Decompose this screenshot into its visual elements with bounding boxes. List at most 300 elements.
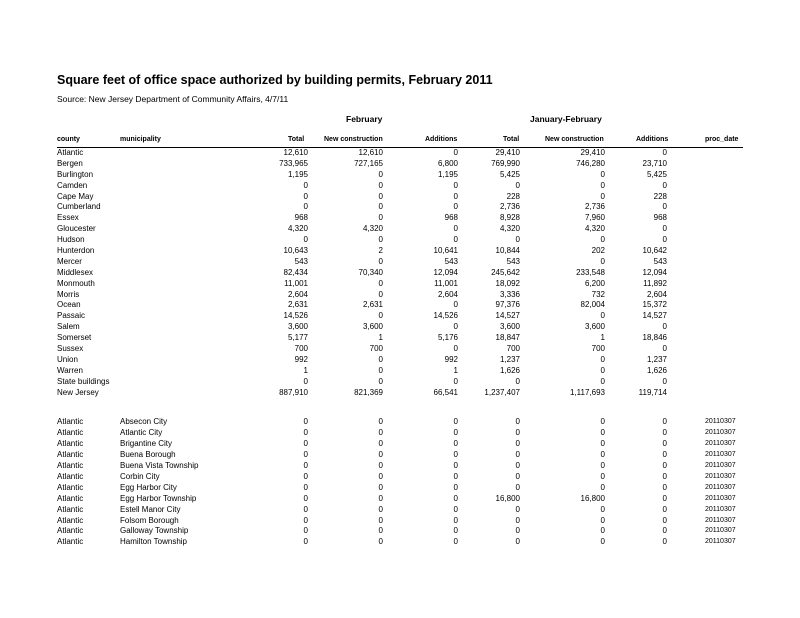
cell-county: Cumberland	[57, 202, 101, 212]
cell-new-construction-ytd: 3,600	[584, 322, 605, 332]
cell-total-ytd: 0	[515, 180, 520, 190]
cell-additions-ytd: 2,604	[646, 289, 667, 299]
header-additions-ytd: Additions	[636, 136, 669, 143]
cell-county: Atlantic	[57, 461, 84, 471]
cell-total: 14,526	[283, 311, 308, 321]
cell-total: 0	[303, 376, 308, 386]
cell-county: State buildings	[57, 376, 110, 386]
cell-total: 0	[303, 202, 308, 212]
cell-proc-date: 20110307	[705, 483, 736, 491]
cell-county: New Jersey	[57, 387, 99, 397]
cell-new-construction-ytd: 700	[591, 344, 605, 354]
cell-new-construction-ytd: 0	[600, 235, 605, 245]
cell-total-ytd: 0	[515, 515, 520, 525]
cell-new-construction-ytd: 0	[600, 180, 605, 190]
cell-additions: 1	[453, 365, 458, 375]
cell-proc-date: 20110307	[705, 516, 736, 524]
cell-additions: 66,541	[433, 387, 458, 397]
cell-county: Atlantic	[57, 537, 84, 547]
cell-total: 0	[303, 180, 308, 190]
cell-total-ytd: 0	[515, 482, 520, 492]
cell-county: Cape May	[57, 191, 94, 201]
cell-county: Atlantic	[57, 450, 84, 460]
cell-new-construction-ytd: 0	[600, 537, 605, 547]
county-summary-row	[0, 332, 800, 343]
cell-additions-ytd: 10,642	[642, 246, 667, 256]
cell-new-construction-ytd: 16,800	[580, 493, 605, 503]
cell-total: 0	[303, 235, 308, 245]
cell-additions: 0	[453, 482, 458, 492]
cell-county: Atlantic	[57, 471, 84, 481]
cell-county: Atlantic	[57, 526, 84, 536]
cell-new-construction: 0	[378, 213, 383, 223]
cell-new-construction: 700	[369, 344, 383, 354]
cell-additions-ytd: 23,710	[642, 158, 667, 168]
cell-additions-ytd: 0	[662, 515, 667, 525]
cell-municipality: Egg Harbor Township	[120, 493, 197, 503]
cell-proc-date: 20110307	[705, 418, 736, 426]
cell-additions: 0	[453, 428, 458, 438]
source-note: Source: New Jersey Department of Community Affairs, 4/7/11	[57, 94, 289, 104]
cell-additions-ytd: 0	[662, 526, 667, 536]
cell-total-ytd: 8,928	[499, 213, 520, 223]
cell-new-construction: 0	[378, 461, 383, 471]
cell-total-ytd: 0	[515, 235, 520, 245]
cell-new-construction: 0	[378, 256, 383, 266]
cell-county: Salem	[57, 322, 80, 332]
cell-county: Burlington	[57, 169, 94, 179]
municipality-row	[0, 449, 800, 460]
cell-additions: 0	[453, 202, 458, 212]
county-summary-row	[0, 343, 800, 354]
header-new-construction-ytd: New construction	[545, 136, 604, 143]
cell-total-ytd: 16,800	[495, 493, 520, 503]
cell-total-ytd: 1,626	[499, 365, 520, 375]
county-summary-row	[0, 191, 800, 202]
cell-total: 0	[303, 450, 308, 460]
municipality-row	[0, 493, 800, 504]
cell-municipality: Buena Borough	[120, 450, 176, 460]
cell-total-ytd: 18,092	[495, 278, 520, 288]
cell-additions: 0	[453, 300, 458, 310]
cell-proc-date: 20110307	[705, 494, 736, 502]
county-summary-row	[0, 354, 800, 365]
cell-additions: 0	[453, 224, 458, 234]
cell-total-ytd: 0	[515, 537, 520, 547]
cell-new-construction: 0	[378, 376, 383, 386]
cell-new-construction-ytd: 0	[600, 450, 605, 460]
cell-new-construction-ytd: 732	[591, 289, 605, 299]
cell-proc-date: 20110307	[705, 527, 736, 535]
cell-new-construction: 0	[378, 169, 383, 179]
county-summary-row	[0, 310, 800, 321]
header-proc-date: proc_date	[705, 136, 739, 143]
cell-total: 700	[294, 344, 308, 354]
cell-total: 0	[303, 439, 308, 449]
county-summary-row	[0, 376, 800, 387]
county-summary-row	[0, 278, 800, 289]
cell-new-construction-ytd: 0	[600, 526, 605, 536]
municipality-row	[0, 438, 800, 449]
cell-total: 543	[294, 256, 308, 266]
cell-additions-ytd: 0	[662, 537, 667, 547]
cell-additions-ytd: 11,892	[643, 278, 667, 288]
cell-new-construction-ytd: 0	[600, 439, 605, 449]
cell-proc-date: 20110307	[705, 472, 736, 480]
cell-total-ytd: 97,376	[495, 300, 520, 310]
cell-new-construction: 2	[378, 246, 383, 256]
cell-new-construction-ytd: 0	[600, 428, 605, 438]
cell-new-construction: 0	[378, 439, 383, 449]
cell-additions: 0	[453, 526, 458, 536]
cell-additions-ytd: 0	[662, 493, 667, 503]
cell-additions: 0	[453, 235, 458, 245]
cell-new-construction: 2,631	[362, 300, 383, 310]
cell-total: 3,600	[287, 322, 308, 332]
cell-municipality: Brigantine City	[120, 439, 173, 449]
cell-new-construction: 0	[378, 515, 383, 525]
cell-additions: 968	[444, 213, 458, 223]
cell-county: Morris	[57, 289, 80, 299]
cell-new-construction-ytd: 1,117,693	[570, 387, 605, 397]
cell-new-construction: 0	[378, 311, 383, 321]
report-title: Square feet of office space authorized by building permits, February 2011	[57, 73, 493, 87]
cell-new-construction: 0	[378, 493, 383, 503]
cell-additions-ytd: 968	[653, 213, 667, 223]
cell-total-ytd: 14,527	[495, 311, 520, 321]
cell-county: Mercer	[57, 256, 82, 266]
cell-new-construction: 0	[378, 202, 383, 212]
cell-new-construction: 70,340	[358, 267, 383, 277]
cell-proc-date: 20110307	[705, 538, 736, 546]
cell-additions: 5,176	[437, 333, 458, 343]
group-header-february: February	[346, 114, 383, 124]
cell-total-ytd: 10,844	[495, 246, 520, 256]
county-summary-row	[0, 289, 800, 300]
municipality-row	[0, 427, 800, 438]
cell-total-ytd: 0	[515, 526, 520, 536]
county-summary-row	[0, 365, 800, 376]
cell-additions-ytd: 0	[662, 224, 667, 234]
cell-new-construction: 0	[378, 526, 383, 536]
cell-municipality: Absecon City	[120, 417, 168, 427]
cell-additions: 0	[453, 148, 458, 157]
cell-new-construction-ytd: 0	[600, 354, 605, 364]
cell-new-construction: 0	[378, 289, 383, 299]
cell-additions-ytd: 0	[662, 180, 667, 190]
cell-total-ytd: 0	[515, 504, 520, 514]
cell-additions-ytd: 18,846	[642, 333, 667, 343]
cell-additions-ytd: 15,372	[642, 300, 667, 310]
cell-new-construction-ytd: 746,280	[576, 158, 605, 168]
cell-total-ytd: 543	[506, 256, 520, 266]
cell-new-construction: 0	[378, 191, 383, 201]
cell-total: 11,001	[284, 278, 308, 288]
cell-county: Atlantic	[57, 148, 84, 157]
cell-county: Warren	[57, 365, 83, 375]
cell-county: Ocean	[57, 300, 81, 310]
county-summary-row	[0, 147, 800, 158]
cell-municipality: Corbin City	[120, 471, 160, 481]
cell-additions: 543	[444, 256, 458, 266]
county-summary-row	[0, 245, 800, 256]
cell-county: Passaic	[57, 311, 86, 321]
cell-total-ytd: 0	[515, 428, 520, 438]
municipality-row	[0, 416, 800, 427]
cell-county: Atlantic	[57, 515, 84, 525]
cell-new-construction-ytd: 0	[600, 311, 605, 321]
cell-new-construction: 0	[378, 471, 383, 481]
cell-additions: 6,800	[437, 158, 458, 168]
cell-additions: 2,604	[437, 289, 458, 299]
cell-total-ytd: 1,237,407	[484, 387, 520, 397]
cell-new-construction-ytd: 7,960	[584, 213, 605, 223]
cell-additions-ytd: 543	[653, 256, 667, 266]
cell-total: 733,965	[279, 158, 308, 168]
cell-additions-ytd: 1,237	[646, 354, 667, 364]
cell-county: Gloucester	[57, 224, 96, 234]
cell-total: 0	[303, 471, 308, 481]
section-gap	[0, 397, 800, 416]
cell-new-construction-ytd: 4,320	[584, 224, 605, 234]
cell-new-construction-ytd: 233,548	[576, 267, 605, 277]
cell-new-construction: 0	[378, 180, 383, 190]
cell-total-ytd: 5,425	[499, 169, 520, 179]
cell-additions-ytd: 5,425	[646, 169, 667, 179]
county-summary-row	[0, 256, 800, 267]
cell-additions-ytd: 119,714	[638, 387, 667, 397]
cell-total: 82,434	[283, 267, 308, 277]
cell-county: Hudson	[57, 235, 85, 245]
cell-additions-ytd: 0	[662, 504, 667, 514]
county-summary-row	[0, 321, 800, 332]
cell-new-construction: 0	[378, 504, 383, 514]
cell-additions-ytd: 0	[662, 322, 667, 332]
cell-total: 2,604	[287, 289, 308, 299]
cell-total: 992	[294, 354, 308, 364]
cell-county: Bergen	[57, 158, 83, 168]
cell-new-construction: 0	[378, 235, 383, 245]
cell-additions: 0	[453, 417, 458, 427]
municipality-row	[0, 515, 800, 526]
cell-municipality: Egg Harbor City	[120, 482, 177, 492]
cell-additions: 0	[453, 344, 458, 354]
cell-new-construction-ytd: 6,200	[584, 278, 605, 288]
cell-new-construction-ytd: 0	[600, 365, 605, 375]
municipality-row	[0, 504, 800, 515]
cell-new-construction-ytd: 0	[600, 482, 605, 492]
cell-new-construction: 1	[378, 333, 383, 343]
cell-new-construction: 0	[378, 450, 383, 460]
cell-total: 0	[303, 191, 308, 201]
header-municipality: municipality	[120, 136, 161, 143]
cell-additions: 0	[453, 322, 458, 332]
cell-additions-ytd: 0	[662, 148, 667, 157]
cell-additions: 0	[453, 471, 458, 481]
cell-new-construction: 0	[378, 365, 383, 375]
cell-proc-date: 20110307	[705, 451, 736, 459]
cell-additions-ytd: 0	[662, 417, 667, 427]
cell-county: Sussex	[57, 344, 84, 354]
cell-municipality: Buena Vista Township	[120, 461, 199, 471]
cell-total: 4,320	[287, 224, 308, 234]
cell-new-construction-ytd: 2,736	[584, 202, 605, 212]
cell-county: Somerset	[57, 333, 92, 343]
cell-additions-ytd: 0	[662, 428, 667, 438]
municipality-row	[0, 525, 800, 536]
cell-additions: 1,195	[437, 169, 458, 179]
header-new-construction: New construction	[324, 136, 383, 143]
cell-additions: 11,001	[434, 278, 458, 288]
cell-additions: 0	[453, 450, 458, 460]
cell-county: Atlantic	[57, 417, 84, 427]
cell-additions: 992	[444, 354, 458, 364]
cell-total-ytd: 2,736	[499, 202, 520, 212]
cell-county: Hunterdon	[57, 246, 95, 256]
cell-total-ytd: 0	[515, 461, 520, 471]
cell-additions: 0	[453, 461, 458, 471]
cell-additions: 0	[453, 180, 458, 190]
cell-total-ytd: 3,336	[499, 289, 520, 299]
cell-additions-ytd: 12,094	[642, 267, 667, 277]
cell-municipality: Estell Manor City	[120, 504, 181, 514]
cell-additions-ytd: 0	[662, 450, 667, 460]
cell-total-ytd: 0	[515, 471, 520, 481]
county-summary-row	[0, 180, 800, 191]
cell-proc-date: 20110307	[705, 505, 736, 513]
cell-county: Atlantic	[57, 428, 84, 438]
cell-total-ytd: 700	[506, 344, 520, 354]
cell-new-construction: 0	[378, 354, 383, 364]
cell-total: 1,195	[287, 169, 308, 179]
cell-total-ytd: 769,990	[491, 158, 520, 168]
cell-additions: 0	[453, 537, 458, 547]
cell-new-construction-ytd: 82,004	[580, 300, 605, 310]
cell-new-construction: 0	[378, 417, 383, 427]
county-summary-row	[0, 223, 800, 234]
cell-total-ytd: 3,600	[499, 322, 520, 332]
cell-new-construction: 0	[378, 428, 383, 438]
cell-county: Union	[57, 354, 78, 364]
cell-total: 0	[303, 526, 308, 536]
cell-county: Monmouth	[57, 278, 95, 288]
header-county: county	[57, 136, 80, 143]
county-summary-row	[0, 234, 800, 245]
cell-total: 0	[303, 493, 308, 503]
cell-new-construction-ytd: 0	[600, 515, 605, 525]
cell-additions: 0	[453, 191, 458, 201]
municipality-row	[0, 536, 800, 547]
cell-additions: 10,641	[433, 246, 458, 256]
municipality-row	[0, 471, 800, 482]
county-summary-row	[0, 387, 800, 398]
data-table	[0, 147, 800, 547]
cell-new-construction: 0	[378, 537, 383, 547]
cell-county: Camden	[57, 180, 88, 190]
county-summary-row	[0, 299, 800, 310]
cell-additions: 12,094	[433, 267, 458, 277]
cell-total: 5,177	[287, 333, 308, 343]
cell-total-ytd: 228	[506, 191, 520, 201]
county-summary-row	[0, 158, 800, 169]
cell-additions: 14,526	[433, 311, 458, 321]
cell-new-construction-ytd: 0	[600, 376, 605, 386]
cell-new-construction: 727,165	[354, 158, 383, 168]
cell-new-construction: 3,600	[362, 322, 383, 332]
cell-additions-ytd: 228	[653, 191, 667, 201]
cell-county: Atlantic	[57, 439, 84, 449]
cell-total: 0	[303, 504, 308, 514]
cell-proc-date: 20110307	[705, 440, 736, 448]
cell-additions-ytd: 0	[662, 461, 667, 471]
cell-total: 1	[303, 365, 308, 375]
cell-additions-ytd: 1,626	[646, 365, 667, 375]
cell-additions: 0	[453, 376, 458, 386]
cell-new-construction: 821,369	[354, 387, 383, 397]
cell-proc-date: 20110307	[705, 429, 736, 437]
cell-total-ytd: 245,642	[491, 267, 520, 277]
cell-municipality: Folsom Borough	[120, 515, 179, 525]
cell-total: 0	[303, 482, 308, 492]
cell-total-ytd: 4,320	[499, 224, 520, 234]
cell-total: 2,631	[287, 300, 308, 310]
cell-total-ytd: 1,237	[499, 354, 520, 364]
cell-total: 887,910	[279, 387, 308, 397]
cell-new-construction: 12,610	[358, 148, 383, 157]
cell-total-ytd: 0	[515, 376, 520, 386]
cell-additions: 0	[453, 439, 458, 449]
cell-additions-ytd: 0	[662, 235, 667, 245]
cell-new-construction-ytd: 29,410	[580, 148, 605, 157]
cell-municipality: Atlantic City	[120, 428, 163, 438]
cell-new-construction-ytd: 0	[600, 461, 605, 471]
cell-total: 0	[303, 428, 308, 438]
cell-total-ytd: 0	[515, 450, 520, 460]
cell-new-construction-ytd: 0	[600, 169, 605, 179]
county-summary-row	[0, 201, 800, 212]
county-summary-row	[0, 267, 800, 278]
cell-total: 0	[303, 537, 308, 547]
cell-county: Atlantic	[57, 482, 84, 492]
county-summary-row	[0, 169, 800, 180]
cell-new-construction-ytd: 0	[600, 471, 605, 481]
cell-additions-ytd: 0	[662, 344, 667, 354]
cell-new-construction-ytd: 1	[600, 333, 605, 343]
cell-county: Atlantic	[57, 504, 84, 514]
cell-additions: 0	[453, 504, 458, 514]
cell-total-ytd: 0	[515, 417, 520, 427]
cell-new-construction-ytd: 0	[600, 256, 605, 266]
cell-additions-ytd: 0	[662, 202, 667, 212]
cell-additions: 0	[453, 493, 458, 503]
cell-total: 12,610	[283, 148, 308, 157]
cell-new-construction: 0	[378, 482, 383, 492]
cell-total-ytd: 29,410	[495, 148, 520, 157]
cell-total: 968	[294, 213, 308, 223]
municipality-row	[0, 460, 800, 471]
cell-municipality: Galloway Township	[120, 526, 189, 536]
cell-county: Middlesex	[57, 267, 94, 277]
cell-additions-ytd: 0	[662, 471, 667, 481]
cell-total: 0	[303, 515, 308, 525]
cell-new-construction-ytd: 0	[600, 504, 605, 514]
cell-total: 10,643	[283, 246, 308, 256]
cell-total-ytd: 0	[515, 439, 520, 449]
cell-proc-date: 20110307	[705, 462, 736, 470]
cell-additions-ytd: 14,527	[642, 311, 667, 321]
cell-additions-ytd: 0	[662, 482, 667, 492]
cell-new-construction: 0	[378, 278, 383, 288]
